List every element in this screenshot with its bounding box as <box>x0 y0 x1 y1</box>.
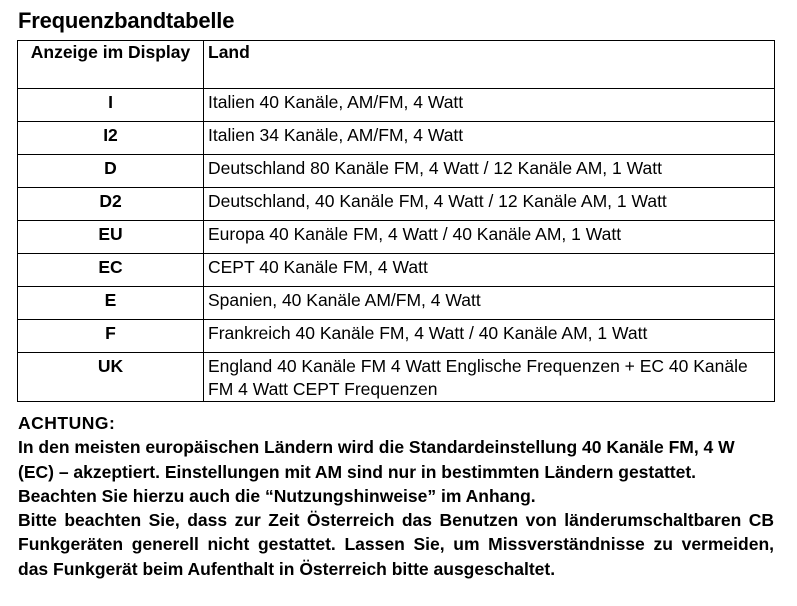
cell-country: Italien 34 Kanäle, AM/FM, 4 Watt <box>204 122 775 155</box>
table-row <box>18 353 775 402</box>
note-paragraph: Bitte beachten Sie, dass zur Zeit Österreich das Benutzen von länderumschaltbaren CB Funkgeräten generell nicht gestattet. Lassen Sie, um Missverständnisse zu vermeiden, das Funkgerät beim Aufenthalt in Österreich bitte ausgeschaltet. <box>18 510 774 579</box>
cell-display-code: I2 <box>18 122 204 155</box>
cell-country: England 40 Kanäle FM 4 Watt Englische Frequenzen + EC 40 Kanäle FM 4 Watt CEPT Frequenzen <box>204 353 775 402</box>
cell-display-code: EU <box>18 221 204 254</box>
cell-country: Italien 40 Kanäle, AM/FM, 4 Watt <box>204 89 775 122</box>
table-header-row <box>18 41 775 89</box>
warning-note <box>18 411 774 581</box>
header-country: Land <box>204 41 775 89</box>
cell-country: Deutschland, 40 Kanäle FM, 4 Watt / 12 Kanäle AM, 1 Watt <box>204 188 775 221</box>
cell-country: Spanien, 40 Kanäle AM/FM, 4 Watt <box>204 287 775 320</box>
table-row <box>18 254 775 287</box>
cell-display-code: I <box>18 89 204 122</box>
header-display-code: Anzeige im Display <box>18 41 204 89</box>
table-row <box>18 188 775 221</box>
cell-display-code: E <box>18 287 204 320</box>
cell-country: Europa 40 Kanäle FM, 4 Watt / 40 Kanäle AM, 1 Watt <box>204 221 775 254</box>
note-paragraph: In den meisten europäischen Ländern wird die Standardeinstellung 40 Kanäle FM, 4 W (EC) – akzeptiert. Einstellungen mit AM sind nur in bestimmten Ländern gestattet. Beachten Sie hierzu auch die “Nutzungshinweise” im Anhang. <box>18 437 735 506</box>
cell-display-code: D2 <box>18 188 204 221</box>
cell-display-code: D <box>18 155 204 188</box>
table-row <box>18 155 775 188</box>
table-row <box>18 89 775 122</box>
table-row <box>18 122 775 155</box>
page-title: Frequenzbandtabelle <box>18 8 235 33</box>
frequency-band-table <box>17 40 775 402</box>
cell-display-code: EC <box>18 254 204 287</box>
cell-country: Frankreich 40 Kanäle FM, 4 Watt / 40 Kanäle AM, 1 Watt <box>204 320 775 353</box>
cell-country: Deutschland 80 Kanäle FM, 4 Watt / 12 Kanäle AM, 1 Watt <box>204 155 775 188</box>
table-row <box>18 320 775 353</box>
cell-country: CEPT 40 Kanäle FM, 4 Watt <box>204 254 775 287</box>
cell-display-code: UK <box>18 353 204 402</box>
table-row <box>18 221 775 254</box>
table-row <box>18 287 775 320</box>
cell-display-code: F <box>18 320 204 353</box>
note-heading: ACHTUNG: <box>18 413 116 433</box>
